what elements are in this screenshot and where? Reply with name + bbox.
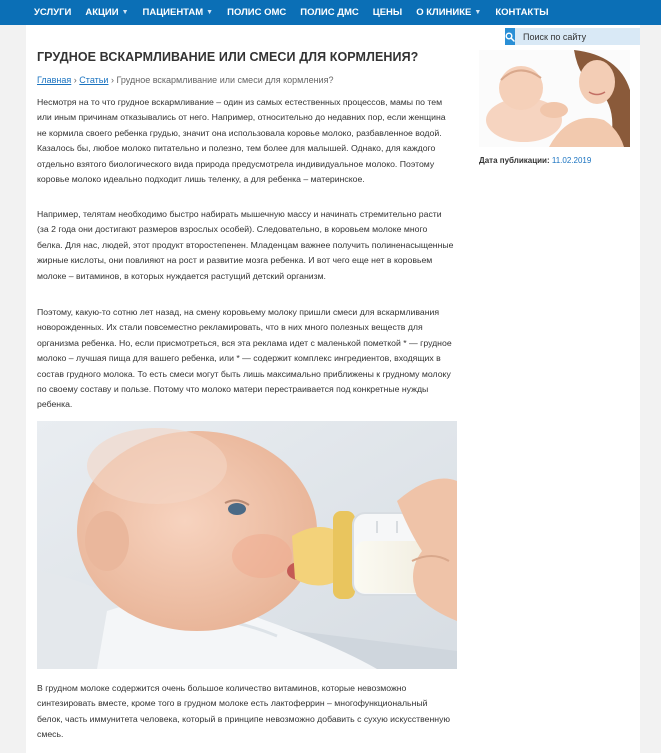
nav-item-dms-policy[interactable]	[300, 7, 359, 18]
page-title: ГРУДНОЕ ВСКАРМЛИВАНИЕ ИЛИ СМЕСИ ДЛЯ КОРМЛЕНИЯ?	[37, 50, 419, 64]
nav-item-oms-policy[interactable]	[227, 7, 286, 18]
chevron-down-icon: ▼	[121, 9, 129, 16]
article-paragraph: В грудном молоке содержится очень большое количество витаминов, которые невозможно синтезировать вместе, кроме того в грудном молоке есть лактоферрин – многофункциональный белок, часть иммунитета человека, который в принципе невозможно добавить с сухую искусственную смесь.	[37, 683, 450, 740]
nav-item-label: ЦЕНЫ	[372, 7, 403, 18]
breadcrumb-separator: ›	[73, 75, 77, 85]
nav-item-patients[interactable]	[143, 7, 214, 18]
publication-date	[479, 156, 591, 165]
article-paragraph: Несмотря на то что грудное вскармливание – один из самых естественных процессов, мамы по тем или иным причинам отказывались от него. Например, относительно до недавних пор, если женщина не кормила своего ребенка грудью, значит она использовала коровье молоко, разбавленное водой. Казалось бы, любое молоко питательно и полезно, тем более для малышей. Однако, для каждого отдельно взятого биологического вида природа предусмотрела индивидуальное молоко. Поэтому коровье молоко идеально подходит лишь теленку, а для ребенка – материнское.	[37, 97, 446, 185]
breadcrumb	[37, 75, 333, 85]
search-icon	[505, 32, 515, 42]
nav-item-label: О КЛИНИКЕ	[416, 7, 472, 18]
breadcrumb-separator: ›	[110, 75, 114, 85]
site-search	[505, 28, 612, 45]
nav-item-label: КОНТАКТЫ	[495, 7, 549, 18]
nav-item-contacts[interactable]	[495, 7, 548, 18]
baby-bottle-illustration	[37, 421, 457, 669]
nav-item-label: ПАЦИЕНТАМ	[142, 7, 204, 18]
mother-baby-photo	[479, 50, 630, 147]
mother-baby-illustration	[479, 50, 630, 147]
nav-item-label: УСЛУГИ	[34, 7, 72, 18]
nav-item-prices[interactable]	[373, 7, 402, 18]
nav-item-label: ПОЛИС ДМС	[300, 7, 359, 18]
breadcrumb-current: Грудное вскармливание или смеси для кормления?	[116, 75, 334, 85]
article-paragraph: Поэтому, какую-то сотню лет назад, на смену коровьему молоку пришли смеси для вскармливания новорожденных. Их стали повсеместно рекламировать, что в них много полезных веществ для организма ребенка. Но, если присмотреться, вся эта реклама идет с маленькой пометкой * — грудное молоко – лучшая пища для вашего ребенка, или * — содержит комплекс ингредиентов, входящих в состав грудного молока. То есть смеси могут быть лишь максимально приближены к грудному молоку по своему составу и пользе. Потому что молоко матери перестраивается под конкретные нужды ребенка.	[37, 307, 452, 410]
search-button[interactable]	[505, 28, 515, 45]
nav-item-services[interactable]	[34, 7, 71, 18]
publication-date-value: 11.02.2019	[551, 156, 592, 165]
search-input[interactable]	[515, 28, 640, 45]
top-navigation	[0, 0, 661, 25]
nav-item-about[interactable]	[416, 7, 481, 18]
chevron-down-icon: ▼	[474, 9, 482, 16]
chevron-down-icon: ▼	[206, 9, 214, 16]
breadcrumb-articles-link[interactable]: Статьи	[79, 75, 109, 85]
article-paragraph: Например, телятам необходимо быстро набирать мышечную массу и начинать стремительно расти (за 2 года они достигают размеров взрослых особей). Следовательно, в коровьем молоке много белка. Для нас, людей, этот продукт второстепенен. Младенцам важнее получить полиненасыщенные жирные кислоты, они повлияют на рост и развитие мозга ребенка. И вот чего еще нет в коровьем молоке – витаминов, в которых нуждается растущий детский организм.	[37, 209, 454, 281]
breadcrumb-home-link[interactable]: Главная	[37, 75, 72, 85]
baby-bottle-photo	[37, 421, 457, 669]
nav-item-promotions[interactable]	[85, 7, 128, 18]
nav-item-label: ПОЛИС ОМС	[227, 7, 287, 18]
nav-item-label: АКЦИИ	[85, 7, 119, 18]
publication-date-label: Дата публикации:	[479, 156, 550, 165]
